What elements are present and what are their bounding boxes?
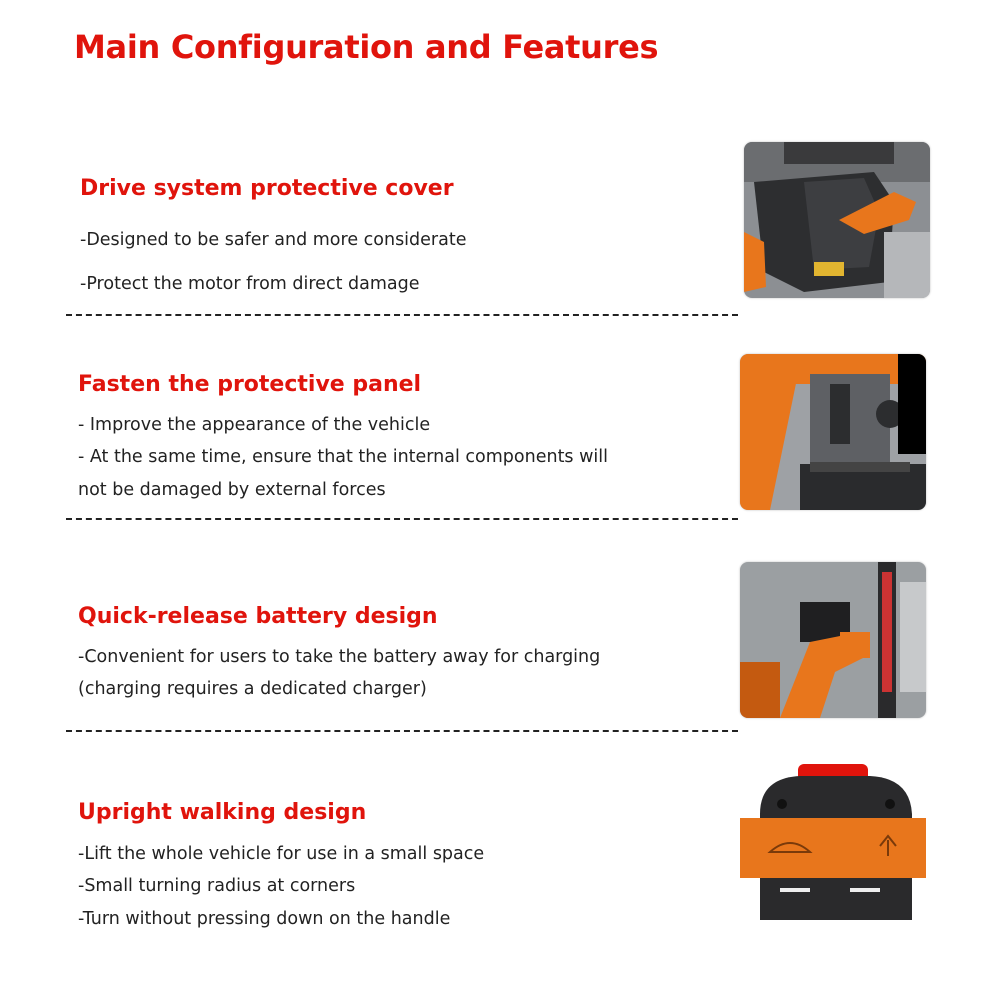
feature-line: -Turn without pressing down on the handle bbox=[78, 909, 451, 929]
feature-line: not be damaged by external forces bbox=[78, 480, 386, 500]
feature-line: -Protect the motor from direct damage bbox=[80, 274, 420, 294]
protective-panel-photo bbox=[740, 354, 926, 510]
section-divider bbox=[66, 730, 738, 732]
feature-line: -Designed to be safer and more considerate bbox=[80, 230, 467, 250]
section-title: Quick-release battery design bbox=[78, 604, 438, 629]
section-title: Fasten the protective panel bbox=[78, 372, 422, 397]
section-title: Upright walking design bbox=[78, 800, 367, 825]
feature-line: - At the same time, ensure that the internal components will bbox=[78, 447, 609, 467]
section-divider bbox=[66, 518, 738, 520]
battery-photo bbox=[740, 562, 926, 718]
drive-cover-photo bbox=[744, 142, 930, 298]
section-divider bbox=[66, 314, 738, 316]
feature-line: (charging requires a dedicated charger) bbox=[78, 679, 427, 699]
feature-line: -Convenient for users to take the battery away for charging bbox=[78, 647, 601, 667]
handle-photo bbox=[740, 764, 926, 920]
feature-line: -Small turning radius at corners bbox=[78, 876, 356, 896]
feature-line: - Improve the appearance of the vehicle bbox=[78, 415, 431, 435]
feature-line: -Lift the whole vehicle for use in a small space bbox=[78, 844, 485, 864]
section-title: Drive system protective cover bbox=[80, 176, 454, 201]
page-title: Main Configuration and Features bbox=[74, 28, 659, 66]
